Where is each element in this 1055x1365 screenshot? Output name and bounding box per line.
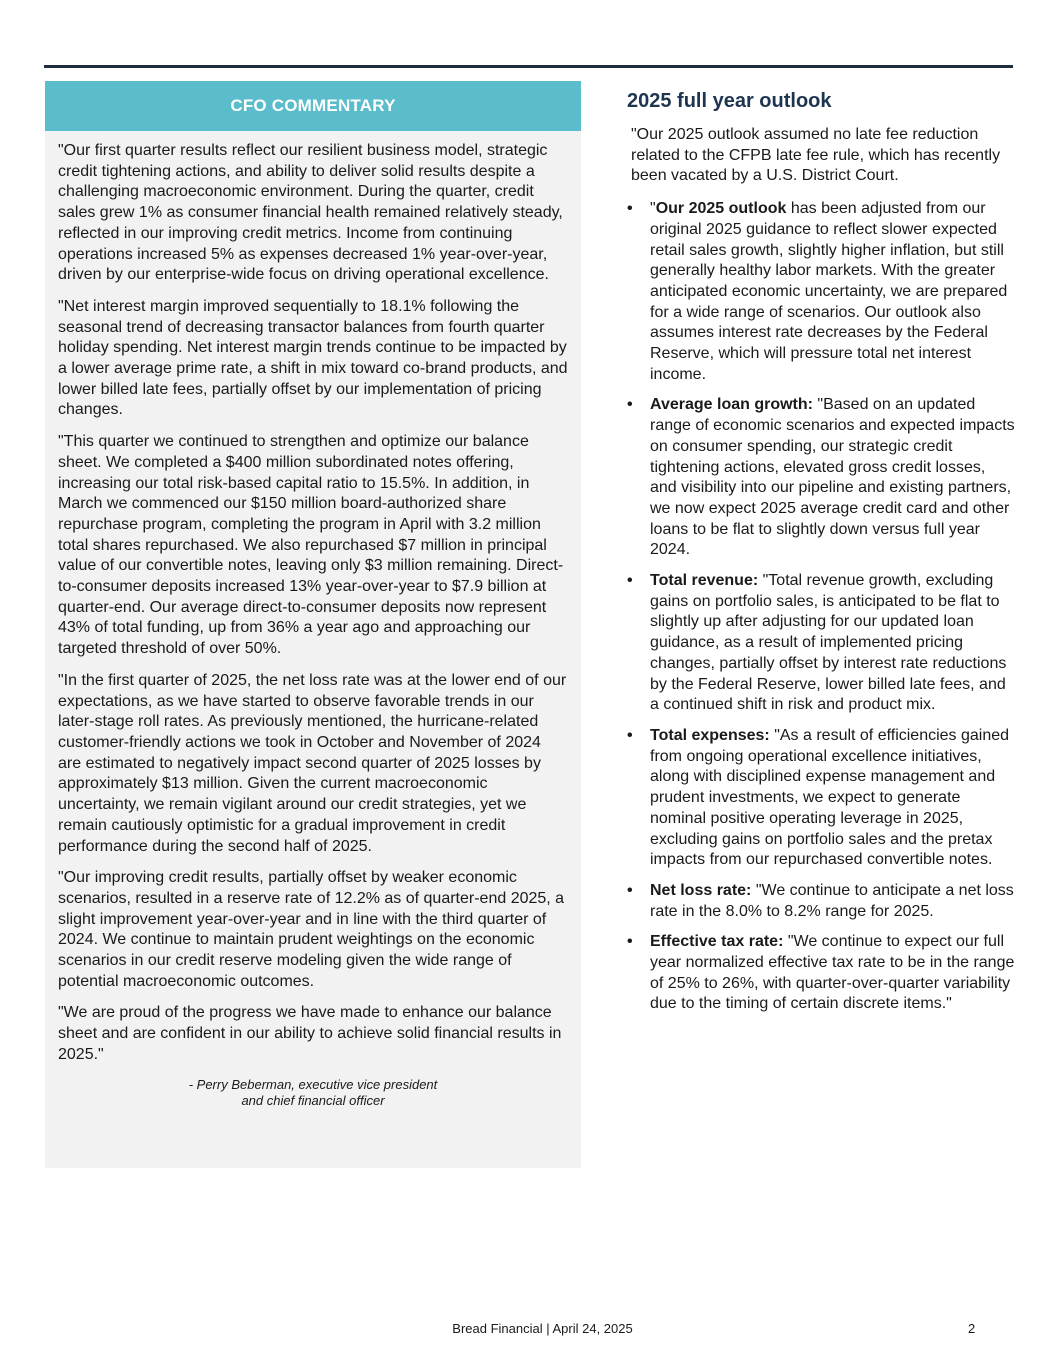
full-year-outlook-section	[627, 89, 1015, 1025]
cfo-paragraph: "Net interest margin improved sequentially to 18.1% following the seasonal trend of decreasing transactor balances from fourth quarter holiday spending. Net interest margin trends continue to be impacted by a lower average prime rate, a shift in mix toward co-brand products, and lower billed late fees, partially offset by our implementation of pricing changes.	[58, 297, 568, 419]
bullet-icon: •	[627, 726, 633, 744]
bullet-heading: Net loss rate:	[650, 881, 752, 899]
cfo-paragraph: "We are proud of the progress we have made to enhance our balance sheet and are confident in our ability to achieve solid financial results in 2025."	[58, 1004, 562, 1063]
bullet-icon: •	[627, 572, 633, 590]
bullet-text: "As a result of efficiencies gained from ongoing operational excellence initiatives, along with disciplined expense management and prudent investments, we expect to generate nominal positive operating leverage in 2025, excluding gains on portfolio sales and the pretax impacts from our repurchased convertible notes.	[650, 726, 1010, 869]
cfo-attribution	[58, 1077, 568, 1110]
bullet-heading: Our 2025 outlook	[655, 200, 787, 218]
top-divider-rule	[44, 65, 1013, 68]
bullet-heading: Total expenses:	[650, 726, 770, 744]
cfo-commentary-header: CFO COMMENTARY	[45, 81, 581, 131]
page-number: 2	[968, 1321, 976, 1336]
bullet-icon: •	[627, 933, 633, 951]
cfo-paragraph: "Our first quarter results reflect our resilient business model, strategic credit tightening actions, and ability to deliver solid results despite a challenging macroeconomic environment. During the quarter, credit sales grew 1% as consumer financial health remained relatively steady, reflected in our improving credit metrics. Income from continuing operations increased 5% as expenses decreased 1% year-over-year, driven by our enterprise-wide focus on driving operational excellence.	[58, 142, 563, 284]
attribution-line: and chief financial officer	[241, 1093, 385, 1109]
cfo-paragraph: "In the first quarter of 2025, the net loss rate was at the lower end of our expectations, as we have started to observe favorable trends in our later-stage roll rates. As previously mentioned, the hurricane-related customer-friendly actions we took in October and November of 2024 are estimated to negatively impact second quarter of 2025 losses by approximately $13 million. Given the current macroeconomic uncertainty, we remain vigilant around our credit strategies, yet we remain cautiously optimistic for a gradual improvement in credit performance during the second half of 2025.	[58, 671, 567, 855]
outlook-bullet	[627, 932, 1015, 1015]
bullet-heading: Effective tax rate:	[650, 933, 784, 951]
bullet-text: "We continue to anticipate a net loss rate in the 8.0% to 8.2% range for 2025.	[650, 881, 1014, 920]
cfo-paragraph: "Our improving credit results, partially offset by weaker economic scenarios, resulted in a reserve rate of 12.2% as of quarter-end 2025, a slight improvement year-over-year and in line with the third quarter of 2024. We continue to maintain prudent weightings on the economic scenarios in our credit reserve modeling given the wide range of potential macroeconomic outcomes.	[58, 869, 565, 990]
outlook-bullet-list	[627, 199, 1015, 1015]
cfo-commentary-body	[45, 131, 581, 1110]
outlook-bullet	[627, 571, 1015, 716]
outlook-bullet	[627, 199, 1015, 385]
bullet-text: "Total revenue growth, excluding gains on portfolio sales, is anticipated to be flat to slightly up after adjusting for our updated loan guidance, as a result of implemented pricing changes, partially offset by interest rate reductions by the Federal Reserve, lower billed late fees, and a continued shift in risk and product mix.	[650, 572, 1007, 714]
footer-text: Bread Financial | April 24, 2025	[452, 1321, 633, 1336]
bullet-heading: Total revenue:	[650, 572, 759, 590]
outlook-bullet	[627, 726, 1015, 871]
outlook-title: 2025 full year outlook	[627, 90, 832, 112]
attribution-line: - Perry Beberman, executive vice president	[188, 1076, 438, 1092]
bullet-text: "Based on an updated range of economic scenarios and expected impacts on consumer spending, our strategic credit tightening actions, elevated gross credit losses, and visibility into our pipeline and existing partners, we now expect 2025 average credit card and other loans to be flat to slightly down versus full year 2024.	[650, 396, 1015, 559]
bullet-icon: •	[627, 881, 633, 899]
bullet-icon: •	[627, 396, 633, 414]
outlook-bullet	[627, 881, 1015, 922]
cfo-commentary-panel	[45, 81, 581, 1168]
bullet-icon: •	[627, 200, 633, 218]
outlook-bullet	[627, 395, 1015, 561]
bullet-text: "We continue to expect our full year normalized effective tax rate to be in the range of 25% to 26%, with quarter-over-quarter variability due to the timing of certain discrete items."	[650, 933, 1015, 1013]
bullet-prefix: "	[650, 200, 656, 218]
cfo-paragraph: "This quarter we continued to strengthen and optimize our balance sheet. We completed a $400 million subordinated notes offering, increasing our total risk-based capital ratio to 15.5%. In addition, in March we commenced our $150 million board-authorized share repurchase program, completing the program in April with 3.2 million total shares repurchased. We also repurchased $7 million in principal value of our convertible notes, leaving only $3 million remaining. Direct-to-consumer deposits increased 13% year-over-year to $7.9 billion at quarter-end. Our average direct-to-consumer deposits now represent 43% of total funding, up from 36% a year ago and approaching our targeted threshold of over 50%.	[58, 433, 564, 658]
bullet-text: has been adjusted from our original 2025 guidance to reflect slower expected retail sales growth, slightly higher inflation, but still generally healthy labor markets. With the greater anticipated economic uncertainty, we are prepared for a wide range of scenarios. Our outlook also assumes interest rate decreases by the Federal Reserve, which will pressure total net interest income.	[650, 200, 1008, 383]
outlook-intro: "Our 2025 outlook assumed no late fee reduction related to the CFPB late fee rule, which has recently been vacated by a U.S. District Court.	[631, 126, 1001, 185]
bullet-heading: Average loan growth:	[650, 396, 813, 414]
